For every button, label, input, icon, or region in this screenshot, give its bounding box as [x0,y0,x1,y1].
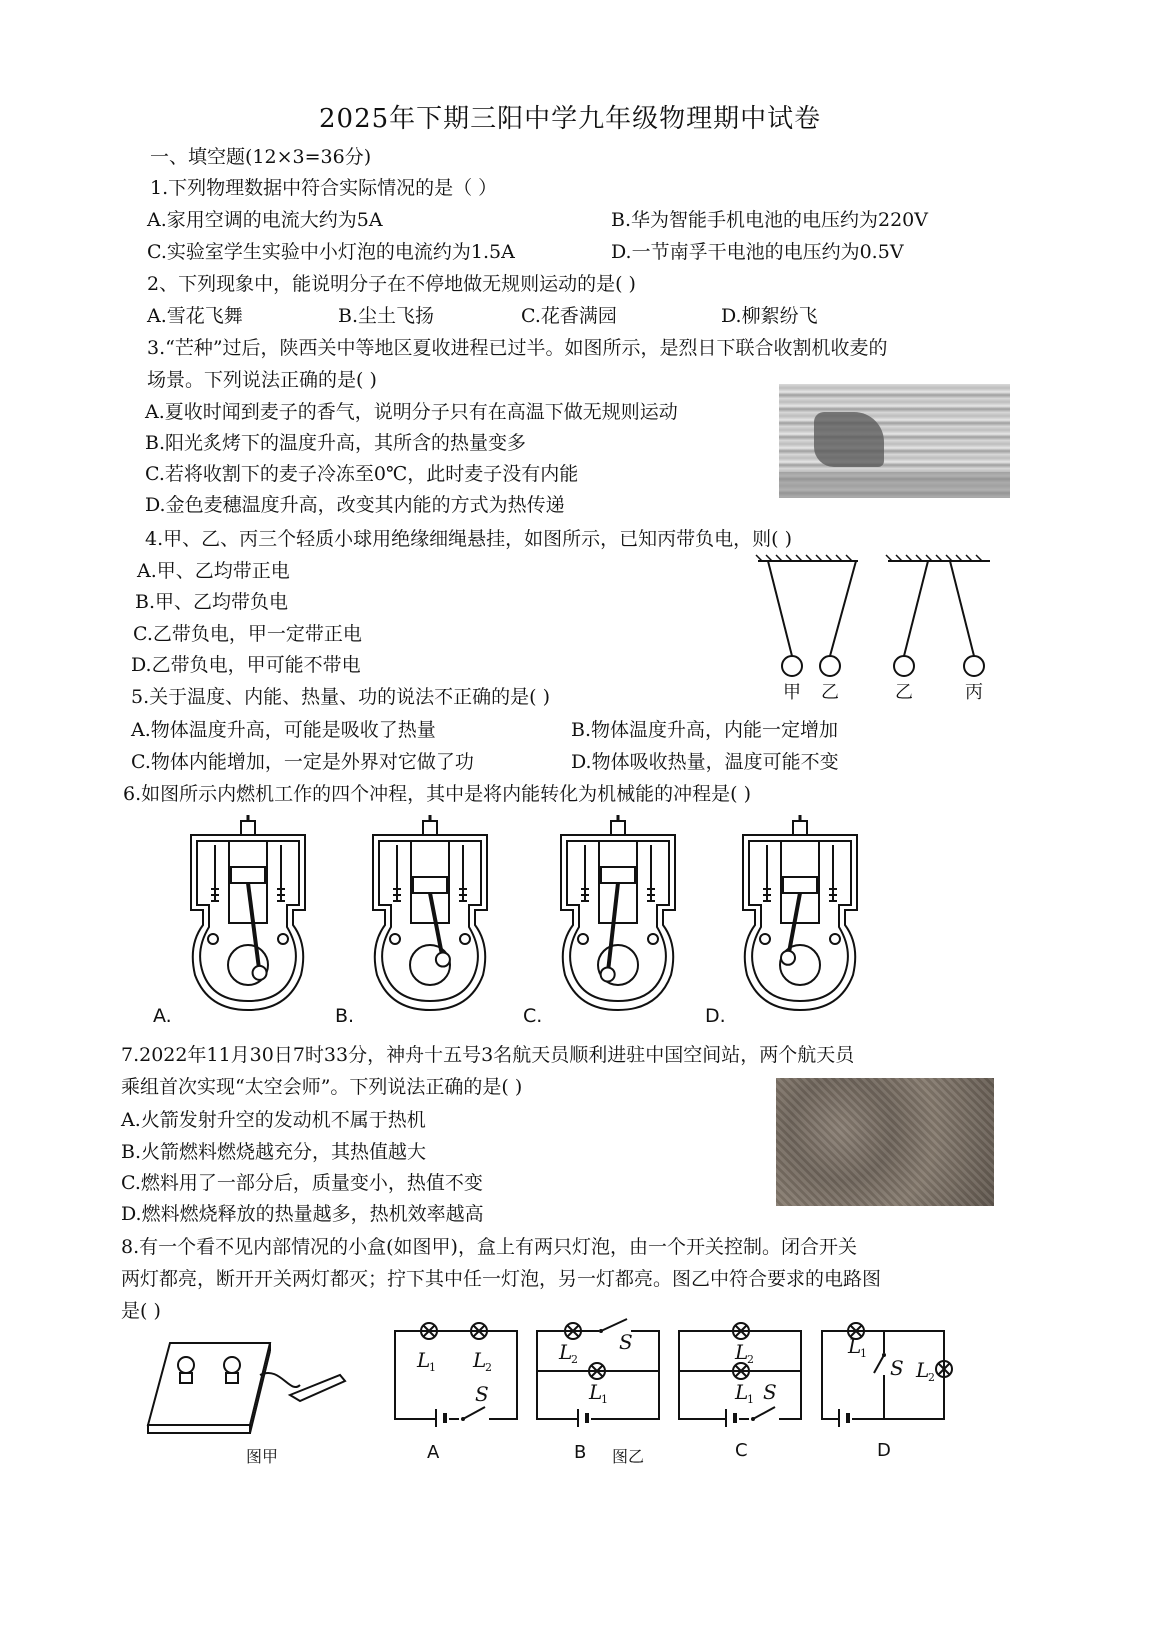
circuit-label-a: A [427,1442,440,1463]
circuit-a-S: S [475,1382,489,1406]
spark-plug [793,821,807,835]
circuit-c-L2-sub: 2 [747,1353,754,1366]
circuit-d-L2: L [916,1358,930,1382]
q5-option-c: C.物体内能增加，一定是外界对它做了功 [131,751,474,773]
circuit-a-L2: L [473,1348,487,1372]
engine-stroke-a [183,815,313,1015]
circuit-d-S: S [890,1356,904,1380]
intake-cam [578,934,588,944]
exhaust-cam [278,934,288,944]
q7-stem-line1: 7.2022年11月30日7时33分，神舟十五号3名航天员顺利进驻中国空间站，两个航天员 [121,1044,855,1066]
q4-option-c: C.乙带负电，甲一定带正电 [133,623,362,645]
circuit-b-L2-sub: 2 [571,1353,578,1366]
circuit-d-L1-sub: 1 [860,1347,867,1360]
spark-plug [423,821,437,835]
circuit-label-c: C [735,1440,748,1461]
label-bing: 丙 [965,682,983,703]
circuit-b [537,1325,662,1425]
engine-inner-wall [197,841,299,1001]
box-figure [140,1335,350,1435]
exhaust-cam [648,934,658,944]
label-jia: 甲 [783,682,801,703]
ball-yi-2 [894,656,914,676]
engine-stroke-d [735,815,865,1015]
q3-stem-line2: 场景。下列说法正确的是( ) [147,369,377,391]
q4-option-d: D.乙带负电，甲可能不带电 [131,654,361,676]
circuit-c-L2: L [735,1340,749,1364]
q2-option-b: B.尘土飞扬 [338,305,435,327]
piston [601,867,635,883]
wheat-field [779,472,1010,498]
q5-option-d: D.物体吸收热量，温度可能不变 [571,751,839,773]
q1-option-a: A.家用空调的电流大约为5A [147,209,383,231]
fig-yi-caption: 图乙 [612,1447,645,1466]
q1-option-b: B.华为智能手机电池的电压约为220V [611,209,928,231]
q3-option-c: C.若将收割下的麦子冷冻至0℃，此时麦子没有内能 [145,463,579,485]
spark-plug [611,821,625,835]
circuit-b-L1: L [589,1380,603,1404]
q2-stem: 2、下列现象中，能说明分子在不停地做无规则运动的是( ) [147,273,636,295]
q7-option-d: D.燃料燃烧释放的热量越多，热机效率越高 [121,1203,484,1225]
circuit-a [395,1325,520,1425]
engine-stroke-b [365,815,495,1015]
q3-option-b: B.阳光炙烤下的温度升高，其所含的热量变多 [145,432,527,454]
q8-stem-line2: 两灯都亮，断开开关两灯都灭；拧下其中任一灯泡，另一灯都亮。图乙中符合要求的电路图 [121,1268,882,1290]
intake-cam [760,934,770,944]
intake-cam [390,934,400,944]
circuit-b-L1-sub: 1 [601,1393,608,1406]
q1-stem: 1.下列物理数据中符合实际情况的是（ ） [150,177,498,199]
q2-option-c: C.花香满园 [521,305,617,327]
q7-stem-line2: 乘组首次实现“太空会师”。下列说法正确的是( ) [121,1076,523,1098]
q3-option-a: A.夏收时闻到麦子的香气，说明分子只有在高温下做无规则运动 [145,401,678,423]
circuit-c [679,1325,804,1425]
q8-stem-line1: 8.有一个看不见内部情况的小盒(如图甲)，盒上有两只灯泡，由一个开关控制。闭合开关 [121,1236,857,1258]
astronauts-photo [776,1078,994,1206]
piston [413,877,447,893]
harvester-photo [779,384,1010,498]
exhaust-cam [460,934,470,944]
connecting-rod [430,893,443,960]
crank-pin [781,951,795,965]
circuit-c-S: S [763,1380,777,1404]
circuit-a-L1-sub: 1 [429,1361,436,1374]
label-yi-2: 乙 [895,682,913,703]
q4-option-a: A.甲、乙均带正电 [137,560,290,582]
connecting-rod [248,883,260,973]
q4-stem: 4.甲、乙、丙三个轻质小球用绝缘细绳悬挂，如图所示，已知丙带负电，则( ) [145,528,792,550]
spark-plug [241,821,255,835]
circuit-d [822,1325,952,1425]
engine-inner-wall [567,841,669,1001]
q7-option-a: A.火箭发射升空的发动机不属于热机 [121,1109,426,1131]
circuit-b-S: S [619,1330,633,1354]
page-title: 2025年下期三阳中学九年级物理期中试卷 [319,104,822,134]
circuit-d-L2-sub: 2 [928,1371,935,1384]
q1-option-d: D.一节南孚干电池的电压约为0.5V [611,241,904,263]
circuit-c-L1-sub: 1 [747,1393,754,1406]
q7-option-c: C.燃料用了一部分后，质量变小，热值不变 [121,1172,483,1194]
ball-yi-1 [820,656,840,676]
circuit-a-L1: L [417,1348,431,1372]
q5-option-a: A.物体温度升高，可能是吸收了热量 [131,719,436,741]
circuit-c-L1: L [735,1380,749,1404]
crank-pin [253,966,267,980]
intake-cam [208,934,218,944]
engine-inner-wall [749,841,851,1001]
q4-option-b: B.甲、乙均带负电 [135,591,289,613]
q7-option-b: B.火箭燃料燃烧越充分，其热值越大 [121,1141,427,1163]
q5-stem: 5.关于温度、内能、热量、功的说法不正确的是( ) [131,686,550,708]
pendulum-figure [750,555,1010,705]
q6-label-d: D. [705,1005,726,1027]
engine-stroke-c [553,815,683,1015]
q5-option-b: B.物体温度升高，内能一定增加 [571,719,839,741]
circuit-label-d: D [877,1440,891,1461]
q2-option-d: D.柳絮纷飞 [721,305,818,327]
section-heading: 一、填空题(12×3=36分) [150,146,372,168]
q6-label-b: B. [335,1005,355,1027]
piston [231,867,265,883]
crank-pin [436,953,450,967]
circuit-a-L2-sub: 2 [485,1361,492,1374]
harvester-shape [814,412,884,467]
q8-stem-line3: 是( ) [121,1300,161,1322]
piston [783,877,817,893]
ball-jia [782,656,802,676]
ball-bing [964,656,984,676]
circuit-d-L1: L [848,1334,862,1358]
q6-stem: 6.如图所示内燃机工作的四个冲程，其中是将内能转化为机械能的冲程是( ) [123,783,751,805]
circuit-label-b: B [574,1442,587,1463]
q1-option-c: C.实验室学生实验中小灯泡的电流约为1.5A [147,241,515,263]
q2-option-a: A.雪花飞舞 [147,305,243,327]
engine-inner-wall [379,841,481,1001]
photo-texture [776,1078,994,1206]
fig-jia-caption: 图甲 [246,1447,279,1466]
crank-pin [601,967,615,981]
exhaust-cam [830,934,840,944]
q3-option-d: D.金色麦穗温度升高，改变其内能的方式为热传递 [145,494,565,516]
label-yi-1: 乙 [821,682,839,703]
connecting-rod [608,883,618,974]
q3-stem-line1: 3.“芒种”过后，陕西关中等地区夏收进程已过半。如图所示，是烈日下联合收割机收麦的 [147,337,888,359]
circuit-b-L2: L [559,1340,573,1364]
q6-label-a: A. [153,1005,172,1027]
q6-label-c: C. [523,1005,543,1027]
